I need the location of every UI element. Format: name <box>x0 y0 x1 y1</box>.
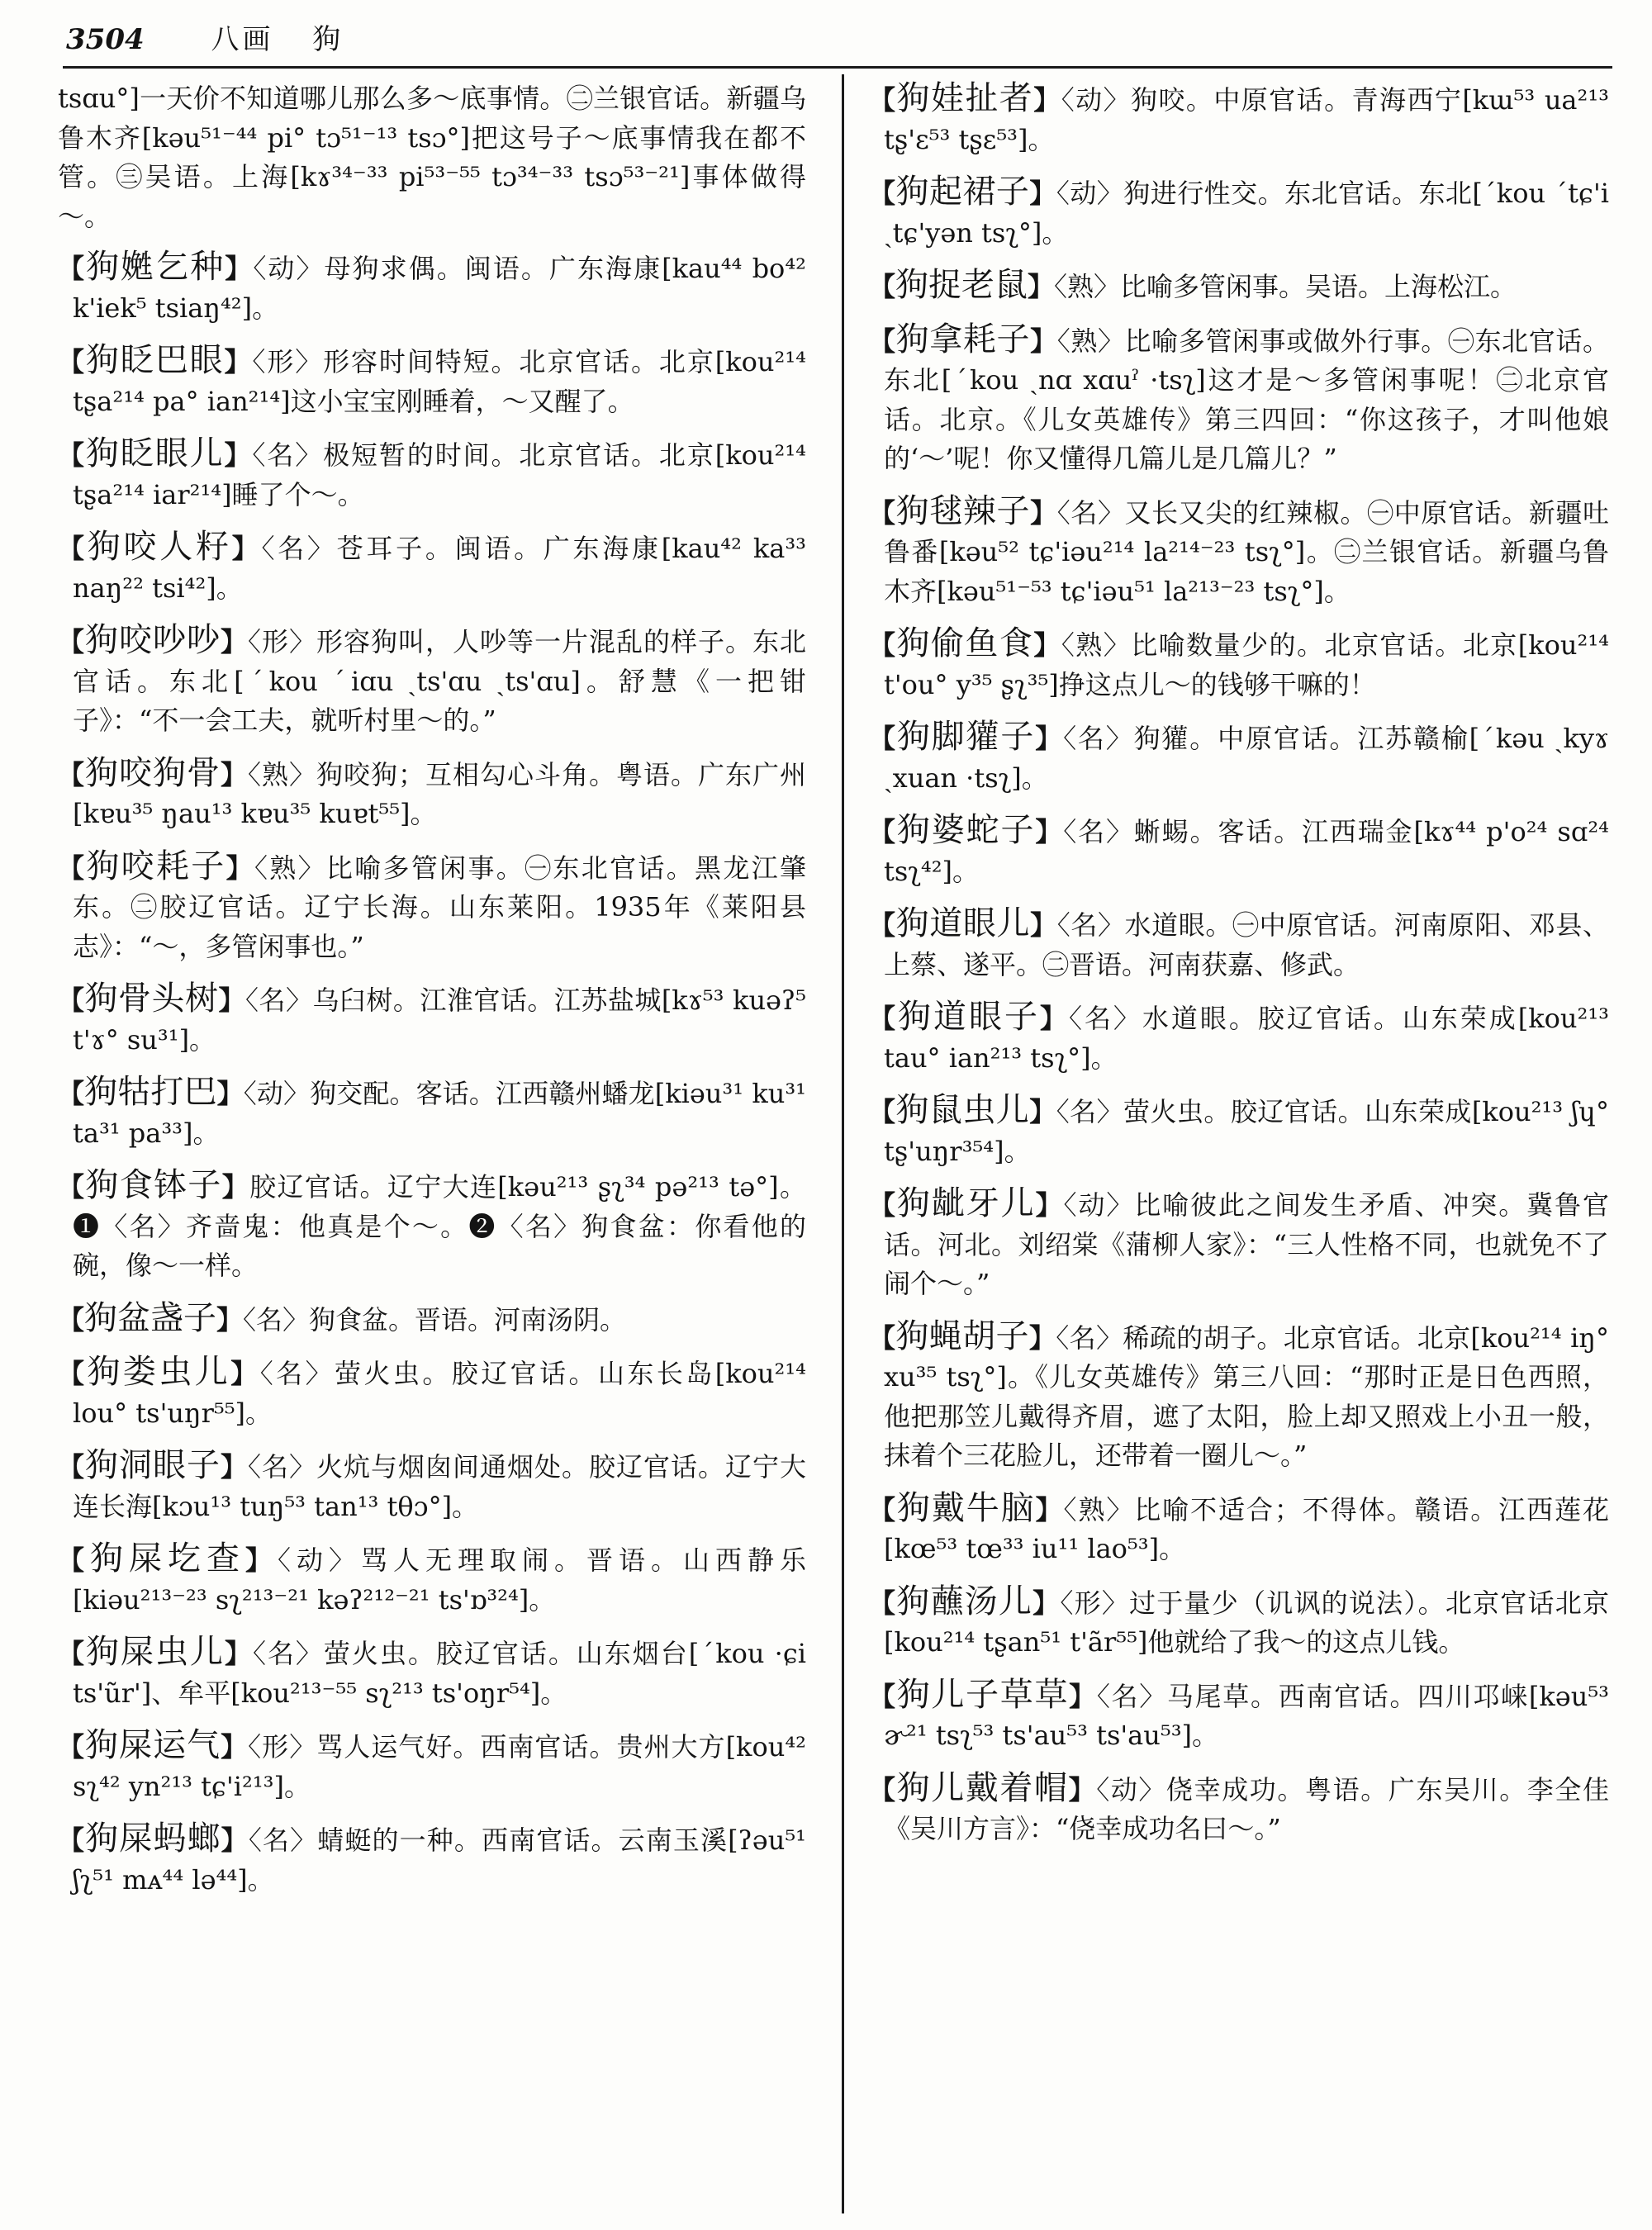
bracket-close: 】 <box>1030 496 1057 529</box>
headword: 狗屎圪查 <box>90 1540 245 1578</box>
entry-text: 〈名〉乌臼树。江淮官话。江苏盐城[kɤ⁵³ kuəʔ⁵ t'ɤ° su³¹]。 <box>73 985 806 1056</box>
entry-text: 〈形〉形容时间特短。北京官话。北京[kou²¹⁴ tʂa²¹⁴ pa° ian²¹⁴]这小宝宝刚睡着，～又醒了。 <box>73 346 806 417</box>
headword: 狗盆盏子 <box>84 1298 217 1337</box>
entry-text: 〈形〉形容狗叫，人吵等一片混乱的样子。东北官话。东北[ˊkou ˊiɑu ˏts'ɑu ˏts'ɑu]。舒慧《一把钳子》：“不一会工夫，就听村里～的。” <box>73 626 806 736</box>
bracket-open: 【 <box>869 1321 896 1354</box>
entry-text: 〈动〉母狗求偶。闽语。广东海康[kau⁴⁴ bo⁴² k'iek⁵ tsiaŋ⁴²]。 <box>73 253 806 324</box>
bracket-open: 【 <box>58 758 85 790</box>
dictionary-entry <box>58 1726 806 1806</box>
entry-text: 〈动〉狗咬。中原官话。青海西宁[kɯ⁵³ ua²¹³ tʂ'ɛ⁵³ tʂɛ⁵³]。 <box>884 84 1609 155</box>
bracket-close: 】 <box>1039 1003 1069 1034</box>
bracket-close: 】 <box>224 1638 253 1669</box>
headword: 狗婆蛇子 <box>896 811 1036 849</box>
dictionary-entry <box>869 1091 1609 1171</box>
page-header <box>66 18 1611 61</box>
dictionary-entry <box>58 621 806 741</box>
dictionary-entry <box>869 718 1609 798</box>
entry-text: 〈名〉萤火虫。胶辽官话。山东荣成[kou²¹³ ʃɥ° tʂ'uŋr³⁵⁴]。 <box>884 1096 1609 1167</box>
dictionary-entry <box>58 248 806 328</box>
header-rule <box>63 66 1612 69</box>
dictionary-entry <box>58 1353 806 1433</box>
bracket-open: 【 <box>58 1358 88 1389</box>
entry-text: 〈名〉蜻蜓的一种。西南官话。云南玉溪[ʔəu⁵¹ ʃʅ⁵¹ mᴀ⁴⁴ lə⁴⁴]。 <box>73 1824 806 1896</box>
bracket-close: 】 <box>1028 271 1055 302</box>
bracket-open: 【 <box>869 1003 898 1034</box>
bracket-close: 】 <box>1035 1493 1064 1525</box>
entry-text: 〈名〉蜥蜴。客话。江西瑞金[kɤ⁴⁴ p'o²⁴ sɑ²⁴ tsʅ⁴²]。 <box>884 816 1609 887</box>
bracket-open: 【 <box>869 1493 897 1525</box>
dictionary-entry <box>58 1820 806 1900</box>
bracket-open: 【 <box>869 723 897 754</box>
bracket-open: 【 <box>58 985 85 1016</box>
dictionary-entry <box>58 434 806 515</box>
headword: 狗拿耗子 <box>895 320 1031 358</box>
dictionary-entry <box>58 980 806 1060</box>
entry-text: tsɑu°]一天价不知道哪儿那么多～底事情。㊁兰银官话。新疆乌鲁木齐[kəu⁵¹⁻⁴⁴ pi° tɔ⁵¹⁻¹³ tsɔ°]把这号子～底事情我在都不管。㊂吴语。上海[kɤ³⁴⁻³³ pi⁵³⁻⁵⁵ tɔ³⁴⁻³³ tsɔ⁵³⁻²¹]事体做得～。 <box>58 83 806 232</box>
bracket-close: 】 <box>1033 84 1061 116</box>
bracket-open: 【 <box>58 626 85 657</box>
left-column <box>58 79 806 1913</box>
headword: 狗咬狗骨 <box>85 753 221 792</box>
dictionary-entry <box>869 624 1609 705</box>
bracket-open: 【 <box>869 271 896 302</box>
bracket-close: 】 <box>216 1078 244 1109</box>
section-label: 八画 <box>211 23 274 56</box>
dictionary-entry <box>869 811 1609 891</box>
bracket-close: 】 <box>216 1303 244 1336</box>
bracket-open: 【 <box>58 1638 86 1669</box>
header-char: 狗 <box>312 23 344 56</box>
entry-text: 〈名〉极短暂的时间。北京官话。北京[kou²¹⁴ tʂa²¹⁴ iar²¹⁴]睡了个～。 <box>73 439 806 510</box>
bracket-open: 【 <box>58 1731 86 1763</box>
dictionary-entry <box>58 1540 806 1620</box>
dictionary-entry <box>58 341 806 421</box>
bracket-close: 】 <box>1029 178 1056 209</box>
headword: 狗毬辣子 <box>895 491 1031 530</box>
bracket-close: 】 <box>225 852 254 884</box>
entry-text: 〈名〉苍耳子。闽语。广东海康[kau⁴² ka³³ naŋ²² tsi⁴²]。 <box>73 533 806 604</box>
headword: 狗咬人籽 <box>87 528 232 566</box>
dictionary-entry <box>869 79 1609 159</box>
bracket-open: 【 <box>869 629 897 661</box>
headword: 狗儿戴着帽 <box>896 1768 1069 1807</box>
entry-continuation <box>58 79 806 236</box>
dictionary-entry <box>869 998 1609 1078</box>
dictionary-entry <box>58 1166 806 1286</box>
dictionary-entry <box>869 1769 1609 1849</box>
bracket-close: 】 <box>221 1171 250 1203</box>
bracket-open: 【 <box>869 909 896 941</box>
entry-text: 〈名〉狗獾。中原官话。江苏赣榆[ˊkəu ˏkyɤ ˏxuan ·tsʅ]。 <box>884 723 1609 794</box>
bracket-close: 】 <box>225 253 254 284</box>
bracket-close: 】 <box>1068 1773 1097 1805</box>
bracket-open: 【 <box>58 1451 85 1483</box>
bracket-close: 】 <box>218 985 245 1016</box>
entry-text: 〈形〉骂人运气好。西南官话。贵州大方[kou⁴² sʅ⁴² yn²¹³ tɕ'i²¹³]。 <box>73 1731 806 1802</box>
headword: 狗蘸汤儿 <box>896 1582 1033 1620</box>
headword: 狗咬耗子 <box>86 847 226 885</box>
entry-text: 〈动〉狗进行性交。东北官话。东北[ˊkou ˊtɕ'i ˏtɕ'yən tsʅ°]。 <box>884 178 1609 249</box>
dictionary-entry <box>58 1633 806 1713</box>
bracket-close: 】 <box>1035 1189 1064 1221</box>
bracket-open: 【 <box>869 816 897 847</box>
entry-text: 〈熟〉比喻数量少的。北京官话。北京[kou²¹⁴ t'ou° y³⁵ ʂʅ³⁵]挣这点儿～的钱够干嘛的！ <box>884 629 1609 700</box>
headword: 狗偷鱼食 <box>896 624 1034 662</box>
bracket-close: 】 <box>1029 1096 1056 1127</box>
bracket-open: 【 <box>869 496 896 529</box>
bracket-close: 】 <box>1069 1680 1097 1712</box>
column-divider <box>842 74 844 2213</box>
entry-text: 〈动〉侥幸成功。粤语。广东吴川。李全佳《吴川方言》：“侥幸成功名曰～。” <box>884 1773 1609 1844</box>
bracket-close: 】 <box>221 1451 248 1483</box>
dictionary-entry <box>869 492 1609 612</box>
right-column <box>869 79 1609 1862</box>
bracket-open: 【 <box>58 533 88 564</box>
entry-text: 〈熟〉比喻多管闲事。吴语。上海松江。 <box>1054 271 1517 302</box>
headword: 狗眨眼儿 <box>85 434 225 472</box>
bracket-close: 】 <box>1030 325 1057 357</box>
entry-text: 〈名〉水道眼。胶辽官话。山东荣成[kou²¹³ tau° ian²¹³ tsʅ°]。 <box>884 1003 1609 1074</box>
bracket-close: 】 <box>224 346 253 377</box>
dictionary-entry <box>58 847 806 967</box>
dictionary-entry <box>869 1489 1609 1569</box>
headword: 狗龇牙儿 <box>896 1184 1036 1222</box>
dictionary-entry <box>58 528 806 608</box>
bracket-close: 】 <box>245 1544 278 1576</box>
dictionary-entry <box>58 754 806 834</box>
entry-text: 〈熟〉比喻不适合；不得体。赣语。江西莲花[kœ⁵³ tœ³³ iu¹¹ lao⁵³]。 <box>884 1493 1609 1564</box>
bracket-close: 】 <box>221 626 248 657</box>
bracket-open: 【 <box>869 1773 897 1805</box>
bracket-close: 】 <box>1035 816 1064 847</box>
headword: 狗儿子草草 <box>896 1675 1070 1714</box>
bracket-open: 【 <box>869 1680 897 1712</box>
dictionary-entry <box>869 266 1609 307</box>
dictionary-entry <box>869 1184 1609 1304</box>
bracket-close: 】 <box>1028 1321 1056 1354</box>
entry-text: 〈名〉又长又尖的红辣椒。㊀中原官话。新疆吐鲁番[kəu⁵² tɕ'iəu²¹⁴ la²¹⁴⁻²³ tsʅ°]。㊁兰银官话。新疆乌鲁木齐[kəu⁵¹⁻⁵³ tɕ'iəu⁵¹ la²¹³⁻²³ tsʅ°]。 <box>884 496 1609 607</box>
headword: 狗眨巴眼 <box>85 341 225 379</box>
dictionary-entry <box>58 1299 806 1340</box>
bracket-open: 【 <box>869 84 897 116</box>
dictionary-entry <box>869 173 1609 253</box>
headword: 狗洞眼子 <box>85 1446 221 1484</box>
bracket-close: 】 <box>230 1358 260 1389</box>
entry-text: 〈名〉萤火虫。胶辽官话。山东烟台[ˊkou ·ɕi ts'ũr']、牟平[kou²¹³⁻⁵⁵ sʅ²¹³ ts'oŋr⁵⁴]。 <box>73 1638 806 1709</box>
dictionary-entry <box>58 1073 806 1153</box>
entry-text: 〈熟〉比喻多管闲事。㊀东北官话。黑龙江肇东。㊁胶辽官话。辽宁长海。山东莱阳。1935年《莱阳县志》：“～，多管闲事也。” <box>73 852 806 962</box>
headword: 狗咬吵吵 <box>85 621 221 659</box>
dictionary-entry <box>869 1317 1609 1476</box>
bracket-close: 】 <box>1030 909 1057 941</box>
bracket-close: 】 <box>221 758 248 790</box>
bracket-close: 】 <box>231 533 262 564</box>
dictionary-entry <box>869 320 1609 479</box>
entry-text: 〈动〉骂人无理取闹。晋语。山西静乐[kiəu²¹³⁻²³ sʅ²¹³⁻²¹ kəʔ²¹²⁻²¹ ts'ɒ³²⁴]。 <box>73 1544 806 1616</box>
dictionary-entry <box>869 1582 1609 1663</box>
bracket-open: 【 <box>58 1824 86 1856</box>
headword: 狗屎运气 <box>85 1726 221 1764</box>
headword: 狗捉老鼠 <box>895 266 1028 304</box>
entry-text: 胶辽官话。辽宁大连[kəu²¹³ ʂʅ³⁴ pə²¹³ tə°]。❶〈名〉齐啬鬼：他真是个～。❷〈名〉狗食盆：你看他的碗，像～一样。 <box>73 1171 806 1281</box>
entry-text: 〈名〉马尾草。西南官话。四川邛崃[kəu⁵³ ɚ²¹ tsʅ⁵³ ts'au⁵³ ts'au⁵³]。 <box>884 1680 1609 1751</box>
bracket-close: 】 <box>1035 723 1064 754</box>
headword: 狗蝇胡子 <box>895 1317 1029 1355</box>
headword: 狗屎蚂螂 <box>85 1820 221 1858</box>
headword: 狗起裙子 <box>895 173 1030 211</box>
headword: 狗食钵子 <box>85 1166 222 1204</box>
entry-text: 〈动〉比喻彼此之间发生矛盾、冲突。冀鲁官话。河北。刘绍棠《蒲柳人家》：“三人性格不同，也就免不了闹个～。” <box>884 1189 1609 1299</box>
entry-text: 〈名〉萤火虫。胶辽官话。山东长岛[kou²¹⁴ lou° ts'uŋr⁵⁵]。 <box>73 1358 806 1429</box>
bracket-open: 【 <box>58 1171 86 1203</box>
headword: 狗牯打巴 <box>84 1073 217 1111</box>
bracket-open: 【 <box>58 439 86 471</box>
entry-text: 〈名〉稀疏的胡子。北京官话。北京[kou²¹⁴ iŋ° xu³⁵ tsʅ°]。《儿女英雄传》第三八回：“那时正是日色西照，他把那笠儿戴得齐眉，遮了太阳，脸上却又照戏上小丑一般，抹着个三花脸儿，还带着一圈儿～。” <box>884 1321 1609 1471</box>
bracket-open: 【 <box>869 1189 897 1221</box>
dictionary-entry <box>869 904 1609 985</box>
bracket-close: 】 <box>1032 1587 1061 1619</box>
bracket-close: 】 <box>221 1731 249 1763</box>
headword: 狗鼠虫儿 <box>895 1091 1030 1129</box>
bracket-open: 【 <box>58 1078 85 1109</box>
entry-text: 〈形〉过于量少（讥讽的说法）。北京官话北京[kou²¹⁴ tʂan⁵¹ t'ãr⁵⁵]他就给了我～的这点儿钱。 <box>884 1587 1609 1658</box>
headword: 狗娃扯者 <box>896 79 1034 117</box>
entry-text: 〈名〉水道眼。㊀中原官话。河南原阳、邓县、上蔡、遂平。㊁晋语。河南获嘉、修武。 <box>884 909 1609 980</box>
bracket-open: 【 <box>869 325 896 357</box>
headword: 狗脚獾子 <box>896 718 1036 756</box>
entry-text: 〈名〉火炕与烟囱间通烟处。胶辽官话。辽宁大连长海[kɔu¹³ tuŋ⁵³ tan¹³ tθɔ°]。 <box>73 1451 806 1522</box>
page-number: 3504 <box>66 23 145 56</box>
bracket-open: 【 <box>58 1303 85 1336</box>
headword: 狗道眼子 <box>898 998 1040 1036</box>
entry-text: 〈名〉狗食盆。晋语。河南汤阴。 <box>243 1303 627 1336</box>
entry-text: 〈动〉狗交配。客话。江西赣州蟠龙[kiəu³¹ ku³¹ ta³¹ pa³³]。 <box>73 1078 806 1149</box>
bracket-close: 】 <box>1033 629 1061 661</box>
headword: 狗戴牛脑 <box>896 1488 1036 1527</box>
bracket-open: 【 <box>58 852 87 884</box>
headword: 狗骨头树 <box>84 980 219 1018</box>
dictionary-entry <box>869 1676 1609 1756</box>
bracket-open: 【 <box>58 253 87 284</box>
headword: 狗嬎乞种 <box>86 248 225 286</box>
dictionary-entry <box>58 1446 806 1526</box>
headword: 狗娄虫儿 <box>87 1353 231 1391</box>
entry-text: 〈熟〉比喻多管闲事或做外行事。㊀东北官话。东北[ˊkou ˏnɑ xɑuˀ ·tsʅ]这才是～多管闲事呢！㊁北京官话。北京。《儿女英雄传》第三四回：“你这孩子，才叫他娘的‘～’呢！你又懂得几篇儿是几篇儿？” <box>884 325 1609 474</box>
bracket-open: 【 <box>869 178 896 209</box>
bracket-close: 】 <box>224 439 253 471</box>
entry-text: 〈熟〉狗咬狗；互相勾心斗角。粤语。广东广州[kɐu³⁵ ŋau¹³ kɐu³⁵ kuɐt⁵⁵]。 <box>73 758 806 829</box>
bracket-open: 【 <box>58 346 86 377</box>
bracket-open: 【 <box>58 1544 90 1576</box>
headword: 狗道眼儿 <box>895 904 1031 942</box>
bracket-open: 【 <box>869 1587 897 1619</box>
headword: 狗屎虫儿 <box>86 1633 225 1671</box>
bracket-close: 】 <box>221 1824 249 1856</box>
bracket-open: 【 <box>869 1096 896 1127</box>
